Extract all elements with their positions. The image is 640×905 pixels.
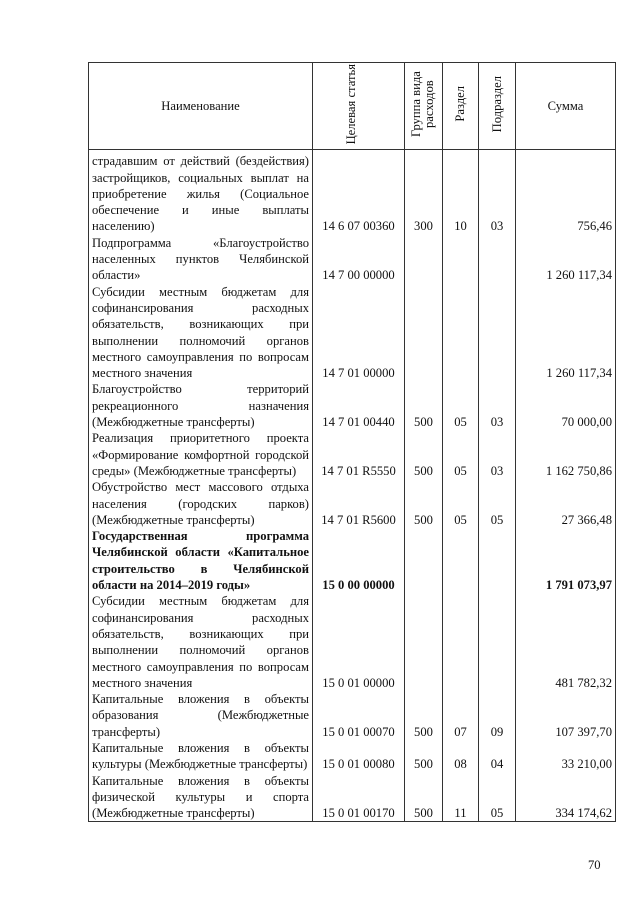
row-name-cell: Капитальные вложения в объекты культуры (Межбюджетные трансферты) bbox=[89, 740, 313, 773]
row-group-cell: 500 bbox=[405, 740, 443, 773]
row-code-cell: 15 0 01 00170 bbox=[313, 773, 405, 822]
table-row bbox=[89, 479, 616, 528]
row-name-cell: Субсидии местным бюджетам для софинансирования расходных обязательств, возникающих при выполнении полномочий органов местного самоуправления по вопросам местного значения bbox=[89, 593, 313, 691]
row-section-cell: 07 bbox=[443, 691, 479, 740]
page-number: 70 bbox=[588, 858, 601, 872]
table-row bbox=[89, 528, 616, 593]
row-section-cell bbox=[443, 528, 479, 593]
row-subsection-cell: 05 bbox=[479, 479, 516, 528]
table-row bbox=[89, 740, 616, 773]
row-subsection-cell: 09 bbox=[479, 691, 516, 740]
row-section-cell bbox=[443, 593, 479, 691]
row-group-cell: 500 bbox=[405, 430, 443, 479]
budget-table bbox=[88, 62, 616, 822]
row-name-cell: страдавшим от действий (бездействия) застройщиков, социальных выплат на приобретение жилья (Социальное обеспечение и иные выплаты населению) bbox=[89, 150, 313, 235]
row-group-cell bbox=[405, 235, 443, 284]
row-sum-cell: 70 000,00 bbox=[516, 381, 616, 430]
row-sum-cell: 33 210,00 bbox=[516, 740, 616, 773]
table-row bbox=[89, 381, 616, 430]
row-group-cell: 500 bbox=[405, 479, 443, 528]
row-sum-cell: 27 366,48 bbox=[516, 479, 616, 528]
table-row bbox=[89, 150, 616, 235]
row-name-cell: Обустройство мест массового отдыха населения (городских парков) (Межбюджетные трансферты) bbox=[89, 479, 313, 528]
table-row bbox=[89, 235, 616, 284]
table-row bbox=[89, 430, 616, 479]
row-code-cell: 15 0 01 00080 bbox=[313, 740, 405, 773]
row-code-cell: 14 7 01 00000 bbox=[313, 284, 405, 382]
row-code-cell: 14 7 00 00000 bbox=[313, 235, 405, 284]
row-group-cell: 500 bbox=[405, 691, 443, 740]
row-section-cell: 05 bbox=[443, 381, 479, 430]
row-group-cell bbox=[405, 593, 443, 691]
row-sum-cell: 334 174,62 bbox=[516, 773, 616, 822]
row-group-cell: 500 bbox=[405, 381, 443, 430]
header-group: Группа вида расходов bbox=[405, 63, 443, 150]
header-section: Раздел bbox=[443, 63, 479, 150]
row-section-cell: 05 bbox=[443, 479, 479, 528]
row-subsection-cell bbox=[479, 593, 516, 691]
row-sum-cell: 107 397,70 bbox=[516, 691, 616, 740]
table-row bbox=[89, 284, 616, 382]
row-group-cell bbox=[405, 284, 443, 382]
row-sum-cell: 1 791 073,97 bbox=[516, 528, 616, 593]
row-section-cell bbox=[443, 235, 479, 284]
row-group-cell: 300 bbox=[405, 150, 443, 235]
table-header-row bbox=[89, 63, 616, 150]
row-code-cell: 15 0 00 00000 bbox=[313, 528, 405, 593]
row-subsection-cell: 03 bbox=[479, 430, 516, 479]
row-subsection-cell: 03 bbox=[479, 381, 516, 430]
row-code-cell: 14 7 01 00440 bbox=[313, 381, 405, 430]
row-subsection-cell bbox=[479, 528, 516, 593]
row-subsection-cell: 03 bbox=[479, 150, 516, 235]
row-section-cell bbox=[443, 284, 479, 382]
row-subsection-cell bbox=[479, 284, 516, 382]
row-section-cell: 10 bbox=[443, 150, 479, 235]
row-name-cell: Реализация приоритетного проекта «Формирование комфортной городской среды» (Межбюджетные трансферты) bbox=[89, 430, 313, 479]
row-name-cell: Государственная программа Челябинской области «Капитальное строительство в Челябинской области на 2014–2019 годы» bbox=[89, 528, 313, 593]
header-sum: Сумма bbox=[516, 63, 616, 150]
row-sum-cell: 1 260 117,34 bbox=[516, 235, 616, 284]
row-code-cell: 14 6 07 00360 bbox=[313, 150, 405, 235]
row-subsection-cell bbox=[479, 235, 516, 284]
row-sum-cell: 481 782,32 bbox=[516, 593, 616, 691]
row-subsection-cell: 04 bbox=[479, 740, 516, 773]
row-name-cell: Благоустройство территорий рекреационного назначения (Межбюджетные трансферты) bbox=[89, 381, 313, 430]
row-subsection-cell: 05 bbox=[479, 773, 516, 822]
row-sum-cell: 1 260 117,34 bbox=[516, 284, 616, 382]
row-code-cell: 14 7 01 R5600 bbox=[313, 479, 405, 528]
row-section-cell: 05 bbox=[443, 430, 479, 479]
header-target: Целевая статья bbox=[313, 63, 405, 150]
row-name-cell: Подпрограмма «Благоустройство населенных пунктов Челябинской области» bbox=[89, 235, 313, 284]
row-sum-cell: 1 162 750,86 bbox=[516, 430, 616, 479]
table-row bbox=[89, 593, 616, 691]
row-section-cell: 11 bbox=[443, 773, 479, 822]
table-row bbox=[89, 773, 616, 822]
row-code-cell: 15 0 01 00070 bbox=[313, 691, 405, 740]
header-name: Наименование bbox=[89, 63, 313, 150]
row-section-cell: 08 bbox=[443, 740, 479, 773]
row-group-cell: 500 bbox=[405, 773, 443, 822]
row-code-cell: 15 0 01 00000 bbox=[313, 593, 405, 691]
row-code-cell: 14 7 01 R5550 bbox=[313, 430, 405, 479]
row-sum-cell: 756,46 bbox=[516, 150, 616, 235]
row-name-cell: Субсидии местным бюджетам для софинансирования расходных обязательств, возникающих при выполнении полномочий органов местного самоуправления по вопросам местного значения bbox=[89, 284, 313, 382]
table-row bbox=[89, 691, 616, 740]
row-group-cell bbox=[405, 528, 443, 593]
row-name-cell: Капитальные вложения в объекты физической культуры и спорта (Межбюджетные трансферты) bbox=[89, 773, 313, 822]
row-name-cell: Капитальные вложения в объекты образования (Межбюджетные трансферты) bbox=[89, 691, 313, 740]
header-subsection: Подраздел bbox=[479, 63, 516, 150]
